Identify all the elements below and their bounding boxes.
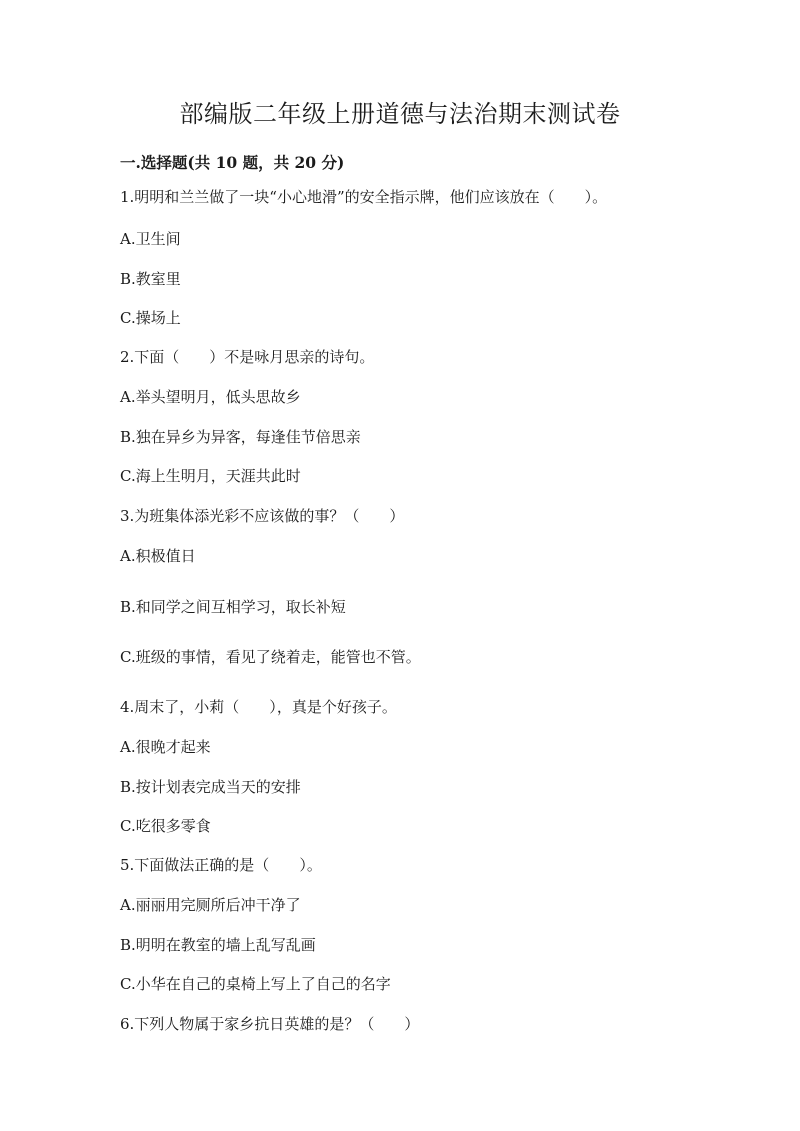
question-2-option-b: B.独在异乡为异客，每逢佳节倍思亲 — [120, 428, 361, 446]
question-3-option-b: B.和同学之间互相学习，取长补短 — [120, 598, 346, 616]
question-2-option-a: A.举头望明月，低头思故乡 — [120, 388, 301, 406]
question-6: 6.下列人物属于家乡抗日英雄的是？（ ） — [120, 1015, 420, 1033]
question-1-option-a: A.卫生间 — [120, 230, 181, 248]
question-1: 1.明明和兰兰做了一块“小心地滑”的安全指示牌，他们应该放在（ ）。 — [120, 188, 608, 206]
question-5-option-c: C.小华在自己的桌椅上写上了自己的名字 — [120, 975, 391, 993]
question-4-option-a: A.很晚才起来 — [120, 738, 211, 756]
section-heading: 一.选择题(共 10 题，共 20 分) — [120, 153, 345, 172]
question-3: 3.为班集体添光彩不应该做的事？（ ） — [120, 507, 405, 525]
question-2-option-c: C.海上生明月，天涯共此时 — [120, 467, 301, 485]
question-3-option-a: A.积极值日 — [120, 547, 196, 565]
question-1-option-c: C.操场上 — [120, 309, 181, 327]
question-3-option-c: C.班级的事情，看见了绕着走，能管也不管。 — [120, 648, 421, 666]
question-5: 5.下面做法正确的是（ ）。 — [120, 856, 322, 874]
question-5-option-b: B.明明在教室的墙上乱写乱画 — [120, 936, 316, 954]
question-4-option-c: C.吃很多零食 — [120, 817, 211, 835]
question-5-option-a: A.丽丽用完厕所后冲干净了 — [120, 896, 301, 914]
page-title: 部编版二年级上册道德与法治期末测试卷 — [179, 100, 621, 128]
question-2: 2.下面（ ）不是咏月思亲的诗句。 — [120, 348, 375, 366]
question-4-option-b: B.按计划表完成当天的安排 — [120, 778, 301, 796]
question-4: 4.周末了，小莉（ ），真是个好孩子。 — [120, 698, 397, 716]
question-1-option-b: B.教室里 — [120, 270, 181, 288]
